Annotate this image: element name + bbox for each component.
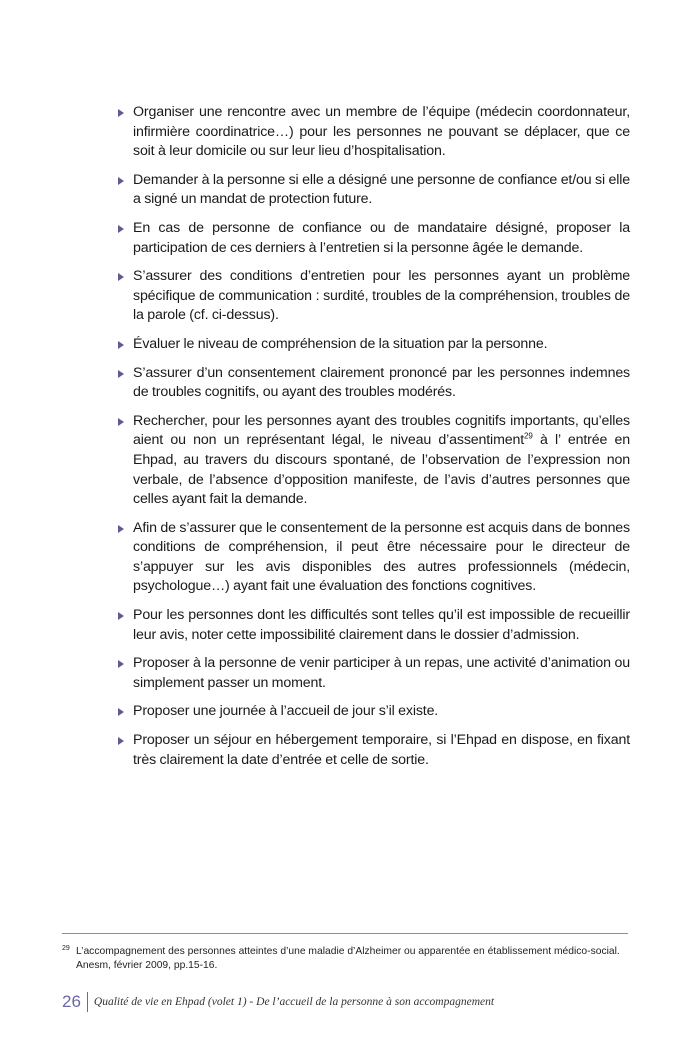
footnote bbox=[62, 945, 630, 973]
bullet-text: Organiser une rencontre avec un membre de l’équipe (médecin coordonnateur, infirmière coordinatrice…) pour les personnes ne pouvant se déplacer, que ce soit à leur domicile ou sur leur lieu d’hospitalisation. bbox=[133, 104, 630, 160]
bullet-text: En cas de personne de confiance ou de mandataire désigné, proposer la participation de ces derniers à l’entretien si la personne âgée le demande. bbox=[133, 219, 630, 256]
bullet-text: Proposer une journée à l’accueil de jour s’il existe. bbox=[133, 703, 439, 720]
footnote-reference[interactable]: 29 bbox=[524, 431, 533, 441]
triangle-bullet-icon bbox=[118, 109, 124, 117]
bullet-item bbox=[118, 606, 630, 645]
bullet-item bbox=[118, 103, 630, 162]
bullet-item bbox=[118, 267, 630, 326]
bullet-text: Afin de s’assurer que le consentement de la personne est acquis dans de bonnes conditions de compréhension, il peut être nécessaire pour le directeur de s’appuyer sur les avis disponibles des autres professionnels (médecin, psychologue…) ayant fait une évaluation des fonctions cognitives. bbox=[133, 519, 630, 595]
bullet-text: S’assurer d’un consentement clairement prononcé par les personnes indemnes de troubles cognitifs, ou ayant des troubles modérés. bbox=[133, 364, 630, 401]
triangle-bullet-icon bbox=[118, 708, 124, 716]
triangle-bullet-icon bbox=[118, 370, 124, 378]
triangle-bullet-icon bbox=[118, 418, 124, 426]
page-footer bbox=[62, 991, 494, 1013]
bullet-item bbox=[118, 335, 630, 355]
triangle-bullet-icon bbox=[118, 273, 124, 281]
bullet-text-after: à l’ entrée en Ehpad, au travers du discours spontané, de l’observation de l’expression non verbale, de l’absence d’opposition manifeste, de l’avis d’autres personnes que celles ayant fait la demande. bbox=[133, 432, 630, 508]
bullet-text: Évaluer le niveau de compréhension de la situation par la personne. bbox=[133, 335, 548, 352]
footnote-text: L’accompagnement des personnes atteintes d’une maladie d’Alzheimer ou apparentée en établissement médico-social. Anesm, février 2009, pp.15-16. bbox=[76, 946, 620, 971]
triangle-bullet-icon bbox=[118, 612, 124, 620]
bullet-item bbox=[118, 171, 630, 210]
running-title: Qualité de vie en Ehpad (volet 1) - De l’accueil de la personne à son accompagnement bbox=[93, 996, 495, 1008]
triangle-bullet-icon bbox=[118, 225, 124, 233]
bullet-list bbox=[118, 103, 630, 779]
bullet-item bbox=[118, 412, 630, 510]
bullet-text-before: Rechercher, pour les personnes ayant des troubles cognitifs importants, qu’elles aient ou non un représentant légal, le niveau d’assentiment bbox=[133, 412, 630, 449]
triangle-bullet-icon bbox=[118, 177, 124, 185]
bullet-text: Demander à la personne si elle a désigné une personne de confiance et/ou si elle a signé un mandat de protection future. bbox=[133, 171, 630, 208]
bullet-text: Proposer à la personne de venir participer à un repas, une activité d’animation ou simplement passer un moment. bbox=[133, 655, 630, 691]
bullet-item bbox=[118, 654, 630, 693]
bullet-text: Proposer un séjour en hébergement temporaire, si l’Ehpad en dispose, en fixant très clairement la date d’entrée et celle de sortie. bbox=[133, 732, 630, 768]
triangle-bullet-icon bbox=[118, 737, 124, 745]
triangle-bullet-icon bbox=[118, 525, 124, 533]
bullet-item bbox=[118, 731, 630, 770]
footnote-number: 29 bbox=[62, 945, 70, 952]
page-number: 26 bbox=[62, 992, 81, 1011]
footnote-divider bbox=[62, 933, 628, 934]
triangle-bullet-icon bbox=[118, 660, 124, 668]
bullet-text: S’assurer des conditions d’entretien pour les personnes ayant un problème spécifique de communication : surdité, troubles de la compréhension, troubles de la parole (cf. ci-dessus). bbox=[133, 268, 630, 324]
bullet-item bbox=[118, 702, 630, 722]
triangle-bullet-icon bbox=[118, 341, 124, 349]
bullet-item bbox=[118, 219, 630, 258]
bullet-item bbox=[118, 519, 630, 597]
bullet-item bbox=[118, 364, 630, 403]
bullet-text: Pour les personnes dont les difficultés sont telles qu’il est impossible de recueillir leur avis, noter cette impossibilité clairement dans le dossier d’admission. bbox=[133, 607, 630, 643]
footer-divider bbox=[87, 992, 88, 1012]
